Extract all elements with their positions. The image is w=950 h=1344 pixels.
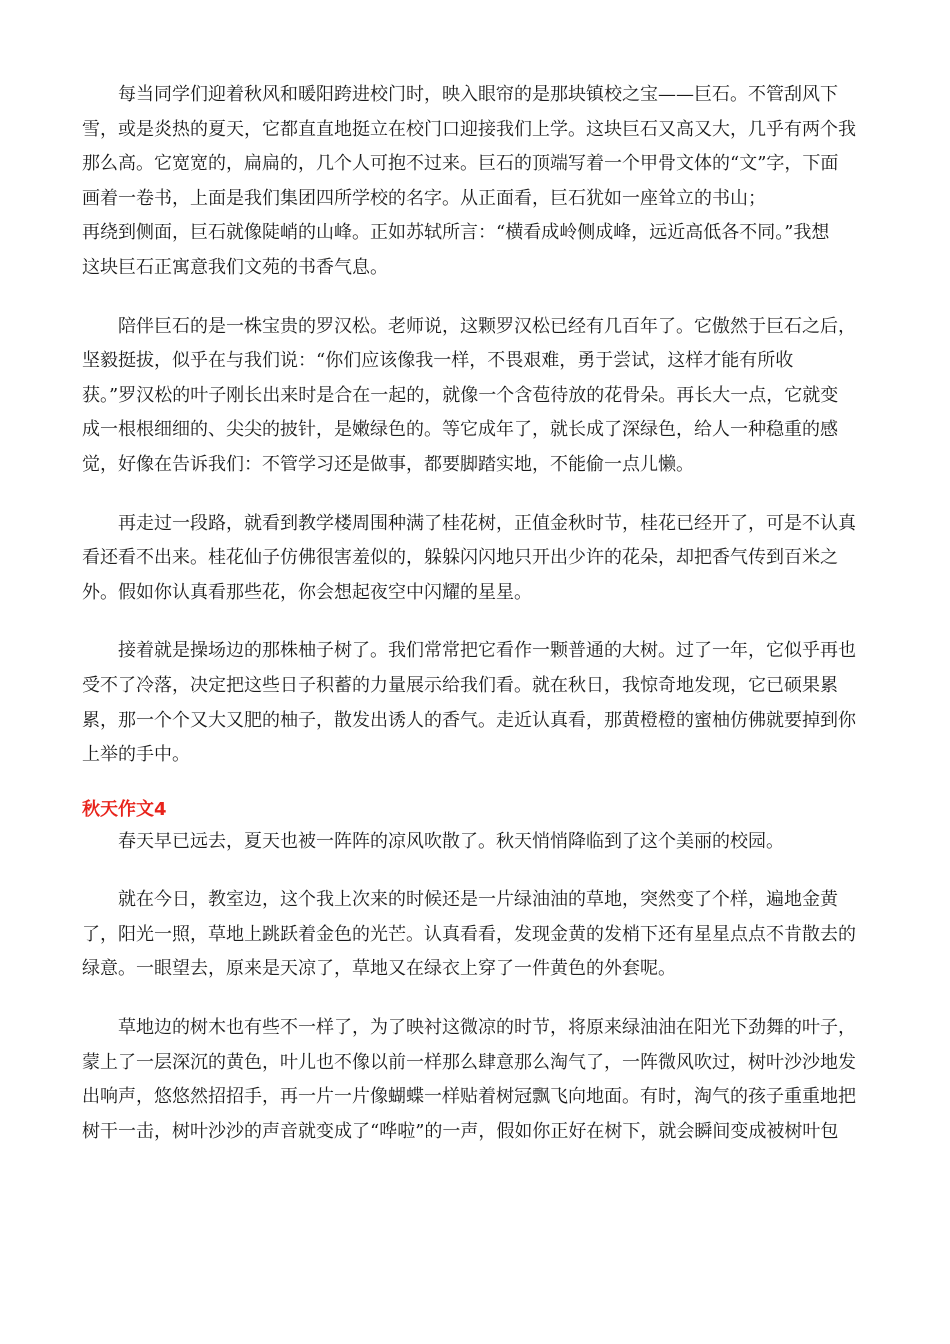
text-line: 觉，好像在告诉我们：不管学习还是做事，都要脚踏实地，不能偷一点儿懒。 (82, 453, 694, 475)
text-line: 上举的手中。 (82, 744, 190, 766)
text-line: 草地边的树木也有些不一样了，为了映衬这微凉的时节，将原来绿油油在阳光下劲舞的叶子， (118, 1017, 856, 1039)
paragraph (82, 1011, 862, 1149)
paragraph (82, 883, 862, 987)
text-line: 陪伴巨石的是一株宝贵的罗汉松。老师说，这颗罗汉松已经有几百年了。它傲然于巨石之后， (118, 315, 856, 337)
text-line: 获。”罗汉松的叶子刚长出来时是合在一起的，就像一个含苞待放的花骨朵。再长大一点，它就变 (82, 384, 839, 406)
paragraph (82, 507, 862, 611)
text-line: 累，那一个个又大又肥的柚子，散发出诱人的香气。走近认真看，那黄橙橙的蜜柚仿佛就要掉到你 (82, 709, 856, 731)
text-line: 再走过一段路，就看到教学楼周围种满了桂花树，正值金秋时节，桂花已经开了，可是不认真 (118, 512, 856, 534)
text-line: 坚毅挺拔，似乎在与我们说：“你们应该像我一样，不畏艰难，勇于尝试，这样才能有所收 (82, 350, 794, 372)
text-line: 蒙上了一层深沉的黄色，叶儿也不像以前一样那么肆意那么淘气了，一阵微风吹过，树叶沙沙地发 (82, 1051, 856, 1073)
text-line: 接着就是操场边的那株柚子树了。我们常常把它看作一颗普通的大树。过了一年，它似乎再也 (118, 640, 856, 662)
text-line: 树干一击，树叶沙沙的声音就变成了“哗啦”的一声，假如你正好在树下，就会瞬间变成被树叶包 (82, 1120, 839, 1142)
text-line: 出响声，悠悠然招招手，再一片一片像蝴蝶一样贴着树冠飘飞向地面。有时，淘气的孩子重重地把 (82, 1086, 856, 1108)
text-line: 外。假如你认真看那些花，你会想起夜空中闪耀的星星。 (82, 581, 532, 603)
text-line: 就在今日，教室边，这个我上次来的时候还是一片绿油油的草地，突然变了个样，遍地金黄 (118, 889, 838, 911)
text-line: 绿意。一眼望去，原来是天凉了，草地又在绿衣上穿了一件黄色的外套呢。 (82, 958, 676, 980)
text-line: 春天早已远去，夏天也被一阵阵的凉风吹散了。秋天悄悄降临到了这个美丽的校园。 (118, 830, 784, 852)
text-line: 那么高。它宽宽的，扁扁的，几个人可抱不过来。巨石的顶端写着一个甲骨文体的“文”字，下面 (82, 153, 839, 175)
section-heading: 秋天作文4 (82, 798, 167, 820)
paragraph (82, 78, 862, 286)
text-line: 再绕到侧面，巨石就像陡峭的山峰。正如苏轼所言：“横看成岭侧成峰，远近高低各不同。”我想 (82, 222, 830, 244)
text-line: 看还看不出来。桂花仙子仿佛很害羞似的，躲躲闪闪地只开出少许的花朵，却把香气传到百米之 (82, 547, 838, 569)
paragraph (82, 310, 862, 483)
paragraph (82, 825, 862, 860)
document-page (82, 78, 862, 1173)
paragraph (82, 634, 862, 772)
text-line: 受不了冷落，决定把这些日子积蓄的力量展示给我们看。就在秋日，我惊奇地发现，它已硕果累 (82, 674, 838, 696)
text-line: 雪，或是炎热的夏天，它都直直地挺立在校门口迎接我们上学。这块巨石又高又大，几乎有两个我 (82, 118, 856, 140)
text-line: 了，阳光一照，草地上跳跃着金色的光芒。认真看看，发现金黄的发梢下还有星星点点不肯散去的 (82, 923, 856, 945)
text-line: 这块巨石正寓意我们文苑的书香气息。 (82, 256, 388, 278)
text-line: 每当同学们迎着秋风和暖阳跨进校门时，映入眼帘的是那块镇校之宝——巨石。不管刮风下 (118, 84, 838, 105)
text-line: 成一根根细细的、尖尖的披针，是嫩绿色的。等它成年了，就长成了深绿色，给人一种稳重的感 (82, 419, 838, 441)
text-line: 画着一卷书，上面是我们集团四所学校的名字。从正面看，巨石犹如一座耸立的书山； (82, 187, 766, 209)
